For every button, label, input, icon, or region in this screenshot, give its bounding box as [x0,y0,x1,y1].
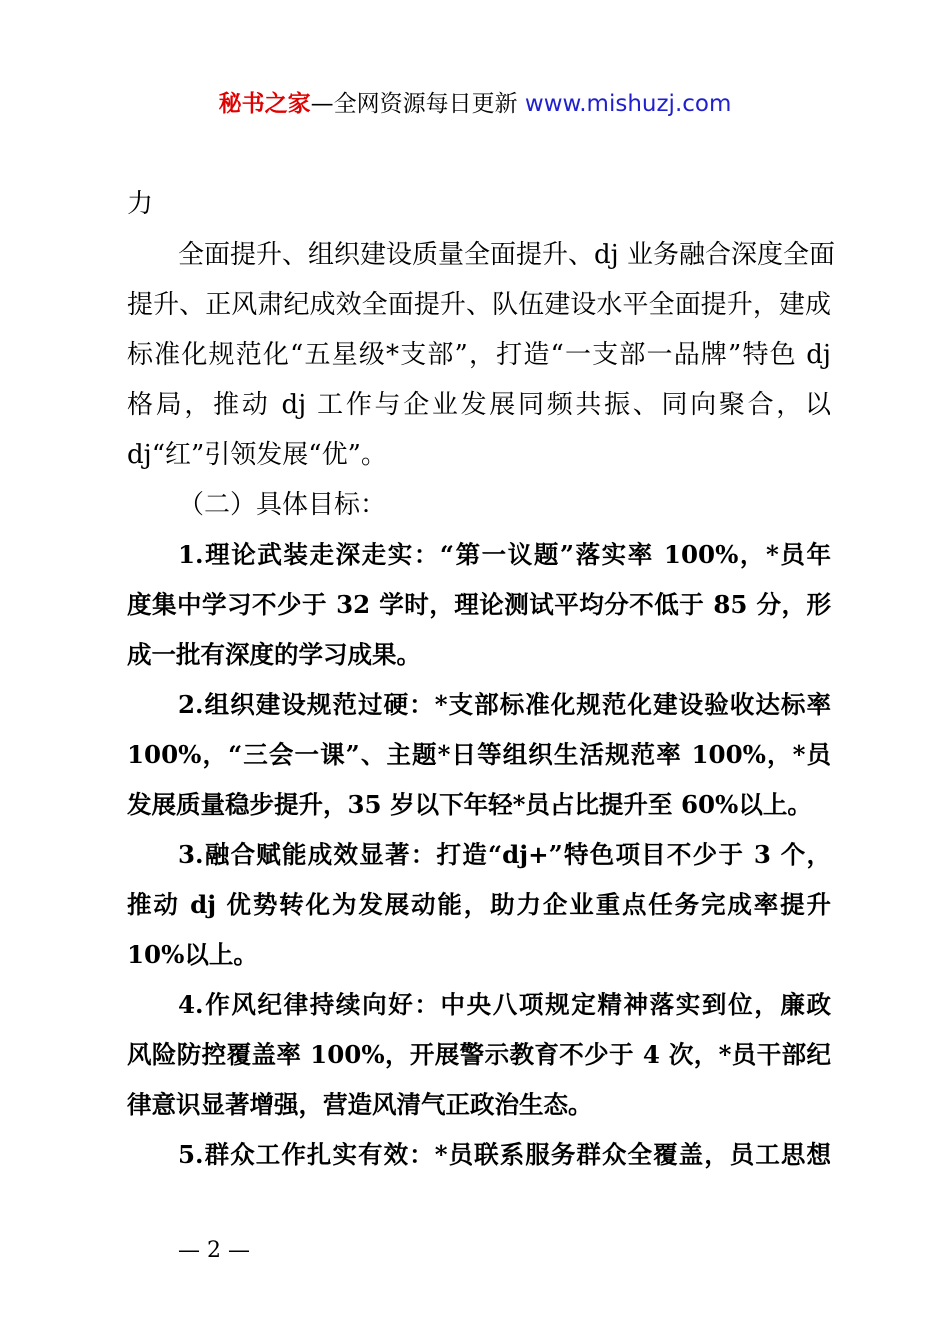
goal-item-1-line: 1.理论武装走深走实：“第一议题”落实率 100%，*员年 [178,540,831,569]
goal-item-3-line: 10%以上。 [127,940,258,969]
goal-item-4-line: 律意识显著增强，营造风清气正政治生态。 [127,1090,593,1119]
paragraph-line: 全面提升、组织建设质量全面提升、dj 业务融合深度全面 [178,240,835,270]
goal-item-2-line: 100%，“三会一课”、主题*日等组织生活规范率 100%，*员 [127,740,831,769]
goal-item-1-line: 成一批有深度的学习成果。 [127,640,421,669]
site-header [0,88,950,120]
page-number: — 2 — [178,1238,250,1263]
goal-item-3-line: 推动 dj 优势转化为发展动能，助力企业重点任务完成率提升 [127,890,831,919]
goal-item-2-line: 发展质量稳步提升，35 岁以下年轻*员占比提升至 60%以上。 [127,790,812,819]
paragraph-line: 力 [127,189,154,219]
header-tagline: —全网资源每日更新 [310,91,525,117]
paragraph-line: dj“红”引领发展“优”。 [127,440,387,470]
site-url-link[interactable]: www.mishuzj.com [524,91,732,117]
paragraph-line: 标准化规范化“五星级*支部”，打造“一支部一品牌”特色 dj [127,340,831,370]
goal-item-4-line: 4.作风纪律持续向好：中央八项规定精神落实到位，廉政 [178,990,831,1019]
goal-item-4-line: 风险防控覆盖率 100%，开展警示教育不少于 4 次，*员干部纪 [127,1040,831,1069]
goal-item-3-line: 3.融合赋能成效显著：打造“dj+”特色项目不少于 3 个， [178,840,831,869]
section-heading: （二）具体目标： [178,490,387,520]
goal-item-2-line: 2.组织建设规范过硬：*支部标准化规范化建设验收达标率 [178,690,831,719]
paragraph-line: 提升、正风肃纪成效全面提升、队伍建设水平全面提升，建成 [127,290,831,320]
brand-name: 秘书之家 [218,91,311,117]
goal-item-5-line: 5.群众工作扎实有效：*员联系服务群众全覆盖，员工思想 [178,1140,831,1169]
goal-item-1-line: 度集中学习不少于 32 学时，理论测试平均分不低于 85 分，形 [127,590,831,619]
paragraph-line: 格局，推动 dj 工作与企业发展同频共振、同向聚合，以 [127,390,831,420]
